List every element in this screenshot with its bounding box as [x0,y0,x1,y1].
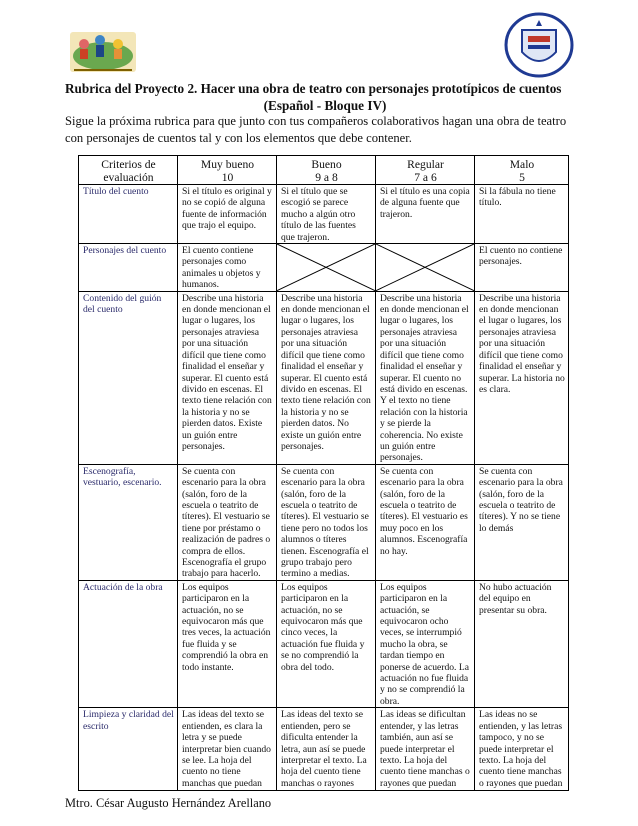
regular-cell: Se cuenta con escenario para la obra (salón, foro de la escuela o teatrito de títeres). El vestuario es muy poco en los alumnos. Escenografía no hay. [376,464,475,580]
page-title [65,80,585,114]
regular-cell: Las ideas se dificultan entender, y las letras también, aun así se puede interpretar el texto. La hoja del cuento tiene manchas o rayones que puedan [376,708,475,791]
malo-cell: No hubo actuación del equipo en presentar su obra. [475,580,569,707]
table-row [79,708,569,791]
regular-cell: Describe una historia en donde mencionan el lugar o lugares, los personajes atraviesa por una situación difícil que tiene como finalidad el enseñar y superar. El cuento no está divido en escenas. Y el texto no tiene relación con la historia y se pierde la coherencia. No existe un guión entre personajes. [376,291,475,464]
bueno-cell: Si el título que se escogió se parece mucho a algún otro título de las fuentes que trajeron. [277,185,376,244]
regular-cell: Si el título es una copia de alguna fuente que trajeron. [376,185,475,244]
school-shield-logo [504,12,574,78]
malo-cell: Si la fábula no tiene título. [475,185,569,244]
bueno-cell: Se cuenta con escenario para la obra (salón, foro de la escuela o teatrito de títeres). El vestuario se tiene pero no todos los alumnos o títeres tienen. Escenografía el grupo trabajo pero termino a medias. [277,464,376,580]
header-bueno: Bueno 9 a 8 [277,156,376,185]
muy-bueno-cell: Describe una historia en donde mencionan el lugar o lugares, los personajes atraviesa por una situación difícil que tiene como finalidad el enseñar y superar. El cuento está divido en escenas. El texto tiene relación con la historia y no se pierden datos. Existe un guión entre personajes. [178,291,277,464]
header-row [79,156,569,185]
criterion-cell: Actuación de la obra [79,580,178,707]
muy-bueno-cell: Las ideas del texto se entienden, es clara la letra y se puede interpretar bien cuando se lee. La hoja del cuento no tiene manchas que puedan [178,708,277,791]
table-row [79,185,569,244]
title-line-2: (Español - Bloque IV) [263,98,387,113]
header-malo: Malo 5 [475,156,569,185]
muy-bueno-cell: El cuento contiene personajes como animales u objetos y humanos. [178,244,277,292]
intro-paragraph: Sigue la próxima rubrica para que junto con tus compañeros colaborativos hagan una obra de teatro con personajes de cuentos tal y con los elementos que debe contener. [65,114,567,145]
header-criteria: Criterios de evaluación [79,156,178,185]
table-row [79,291,569,464]
criterion-cell: Limpieza y claridad del escrito [79,708,178,791]
table-row [79,244,569,292]
crossed-out-cell [277,244,376,292]
bueno-cell: Los equipos participaron en la actuación, no se equivocaron más que cinco veces, la actuación fue fluida y se no comprendió la obra del todo. [277,580,376,707]
criterion-cell: Título del cuento [79,185,178,244]
malo-cell: Describe una historia en donde mencionan el lugar o lugares, los personajes atraviesa por una situación difícil que tiene como finalidad el enseñar y superar. La historia no es clara. [475,291,569,464]
crossed-out-cell [376,244,475,292]
header-regular: Regular 7 a 6 [376,156,475,185]
muy-bueno-cell: Se cuenta con escenario para la obra (salón, foro de la escuela o teatrito de títeres). El vestuario se tiene por préstamo o realización de padres o compra de ellos. Escenografía el grupo trabajo para hacerlo. [178,464,277,580]
cross-mark-icon [376,244,474,291]
children-illustration-logo [66,26,140,76]
criterion-cell: Contenido del guión del cuento [79,291,178,464]
muy-bueno-cell: Los equipos participaron en la actuación, no se equivocaron más que tres veces, la actuación fue fluida y se comprendió la obra en todo instante. [178,580,277,707]
regular-cell: Los equipos participaron en la actuación, se equivocaron ocho veces, se interrumpió mucho la obra, se tardan tiempo en ponerse de acuerdo. La actuación no fue fluida y no se comprendió la obra. [376,580,475,707]
malo-cell: El cuento no contiene personajes. [475,244,569,292]
header-muy-bueno: Muy bueno 10 [178,156,277,185]
title-line-1: Rubrica del Proyecto 2. Hacer una obra de teatro con personajes prototípicos de cuentos [65,81,562,96]
table-row [79,464,569,580]
table-row [79,580,569,707]
malo-cell: Las ideas no se entienden, y las letras tampoco, y no se puede interpretar el texto. La hoja del cuento tiene manchas o rayones que puedan [475,708,569,791]
criterion-cell: Escenografía, vestuario, escenario. [79,464,178,580]
cross-mark-icon [277,244,375,291]
bueno-cell: Las ideas del texto se entienden, pero se dificulta entender la letra, aun así se puede interpretar el texto. La hoja del cuento tiene manchas o rayones [277,708,376,791]
footer-author: Mtro. César Augusto Hernández Arellano [65,796,272,810]
criterion-cell: Personajes del cuento [79,244,178,292]
rubric-table [78,155,569,791]
bueno-cell: Describe una historia en donde mencionan el lugar o lugares, los personajes atraviesa por una situación difícil que tiene como finalidad el enseñar y superar. El cuento está divido en escenas. El texto tiene relación con la historia y no se pierden datos. No existe un guión entre personajes. [277,291,376,464]
malo-cell: Se cuenta con escenario para la obra (salón, foro de la escuela o teatrito de títeres). Y no se tiene lo demás [475,464,569,580]
muy-bueno-cell: Si el título es original y no se copió de alguna fuente de información que trajo el equipo. [178,185,277,244]
